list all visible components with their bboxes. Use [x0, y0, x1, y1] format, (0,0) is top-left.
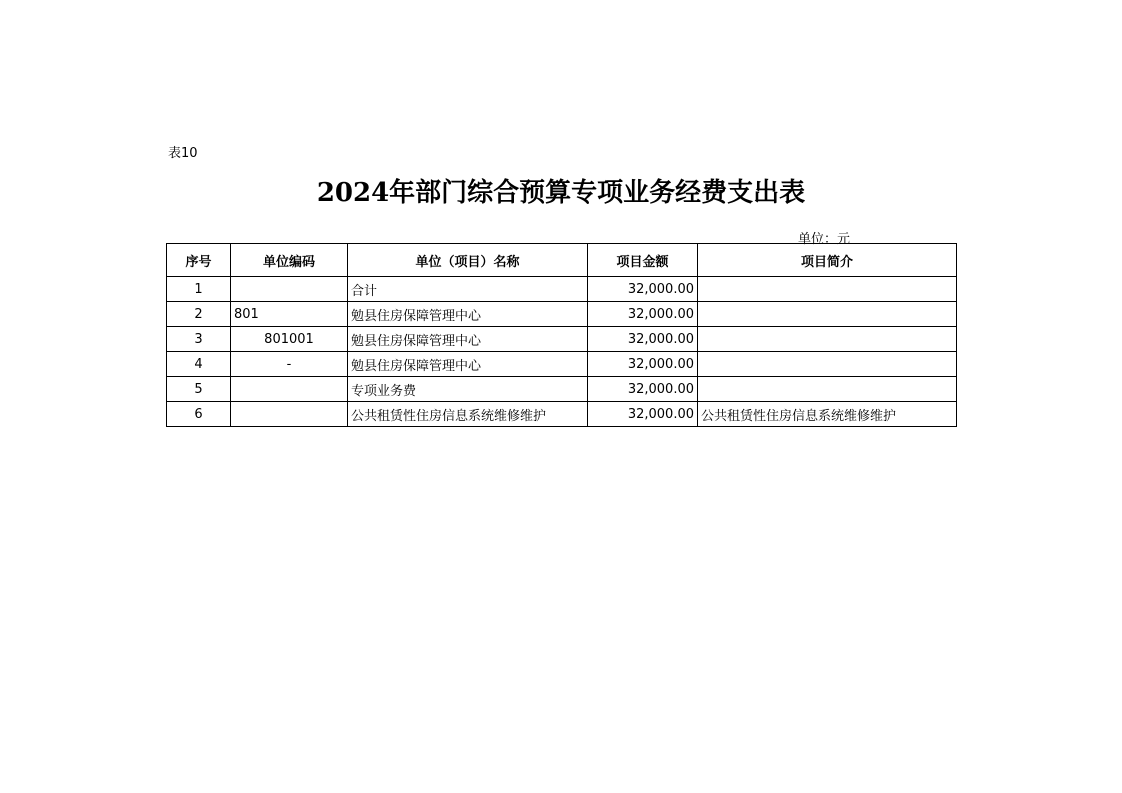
table-row — [167, 302, 957, 327]
unit-note: 单位：元 — [798, 232, 851, 247]
cell-amount: 32,000.00 — [588, 402, 698, 427]
table-header-row — [167, 244, 957, 277]
cell-amount: 32,000.00 — [588, 302, 698, 327]
cell-unit-name: 专项业务费 — [348, 377, 588, 402]
table-row — [167, 277, 957, 302]
cell-unit-name: 勉县住房保障管理中心 — [348, 327, 588, 352]
cell-description — [698, 302, 957, 327]
cell-unit-code: 801001 — [231, 327, 348, 352]
cell-seq: 5 — [167, 377, 231, 402]
document-title: 2024年部门综合预算专项业务经费支出表 — [316, 178, 806, 208]
header-unit-name: 单位（项目）名称 — [348, 244, 588, 277]
cell-amount: 32,000.00 — [588, 377, 698, 402]
cell-amount: 32,000.00 — [588, 277, 698, 302]
cell-seq: 2 — [167, 302, 231, 327]
cell-unit-code — [231, 377, 348, 402]
cell-seq: 3 — [167, 327, 231, 352]
cell-seq: 6 — [167, 402, 231, 427]
table-row — [167, 377, 957, 402]
cell-description — [698, 327, 957, 352]
cell-description — [698, 377, 957, 402]
header-description: 项目简介 — [698, 244, 957, 277]
cell-unit-name: 公共租赁性住房信息系统维修维护 — [348, 402, 588, 427]
cell-description — [698, 352, 957, 377]
table-row — [167, 402, 957, 427]
cell-unit-code — [231, 402, 348, 427]
cell-amount: 32,000.00 — [588, 327, 698, 352]
cell-seq: 4 — [167, 352, 231, 377]
cell-description — [698, 277, 957, 302]
table-row — [167, 352, 957, 377]
header-amount: 项目金额 — [588, 244, 698, 277]
cell-unit-name: 勉县住房保障管理中心 — [348, 352, 588, 377]
cell-unit-name: 合计 — [348, 277, 588, 302]
cell-unit-code: 801 — [231, 302, 348, 327]
header-unit-code: 单位编码 — [231, 244, 348, 277]
header-seq: 序号 — [167, 244, 231, 277]
cell-unit-code: - — [231, 352, 348, 377]
cell-unit-code — [231, 277, 348, 302]
cell-description: 公共租赁性住房信息系统维修维护 — [698, 402, 957, 427]
budget-table — [166, 243, 957, 427]
cell-unit-name: 勉县住房保障管理中心 — [348, 302, 588, 327]
table-row — [167, 327, 957, 352]
cell-amount: 32,000.00 — [588, 352, 698, 377]
cell-seq: 1 — [167, 277, 231, 302]
table-number-label: 表10 — [168, 146, 198, 161]
